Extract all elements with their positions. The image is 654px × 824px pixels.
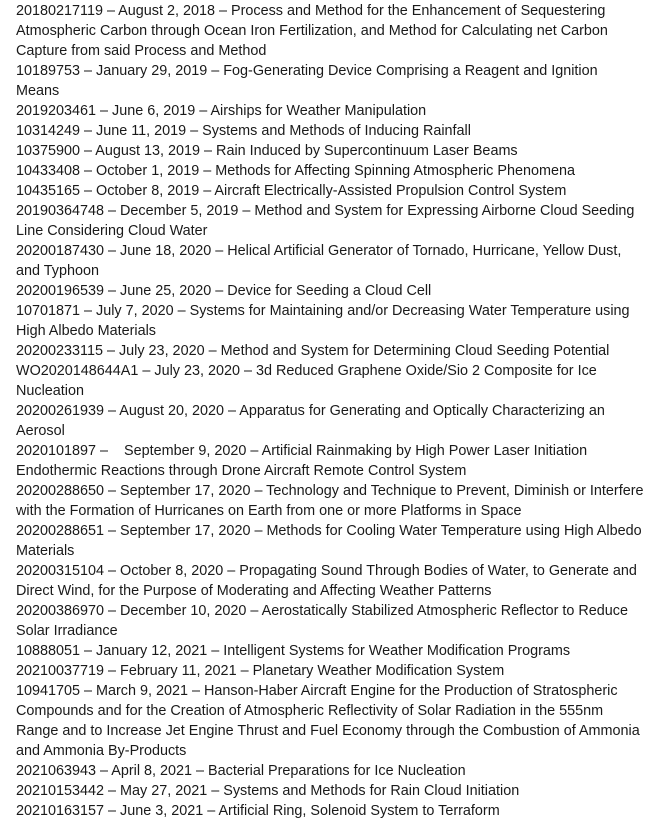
patent-entry: 20200196539 – June 25, 2020 – Device for Seeding a Cloud Cell: [16, 283, 432, 299]
patent-entry: 20210153442 – May 27, 2021 – Systems and Methods for Rain Cloud Initiation: [16, 783, 520, 799]
patent-entry: 2019203461 – June 6, 2019 – Airships for Weather Manipulation: [16, 103, 427, 119]
patent-entry: WO2020148644A1 – July 23, 2020 – 3d Reduced Graphene Oxide/Sio 2 Composite for Ice Nucleation: [16, 363, 601, 399]
patent-entry: 10433408 – October 1, 2019 – Methods for Affecting Spinning Atmospheric Phenomena: [16, 163, 575, 179]
patent-entry: 20200288650 – September 17, 2020 – Technology and Technique to Prevent, Diminish or Interfere with the Formation of Hurricanes on Earth from one or more Platforms in Space: [16, 483, 648, 519]
patent-entry: 10435165 – October 8, 2019 – Aircraft Electrically-Assisted Propulsion Control System: [16, 183, 567, 199]
patent-entry: 20200315104 – October 8, 2020 – Propagating Sound Through Bodies of Water, to Generate and Direct Wind, for the Purpose of Moderating and Affecting Weather Patterns: [16, 563, 641, 599]
patent-entry: 10314249 – June 11, 2019 – Systems and Methods of Inducing Rainfall: [16, 123, 471, 139]
patent-entry: 20200233115 – July 23, 2020 – Method and System for Determining Cloud Seeding Potential: [16, 343, 610, 359]
patent-entry: 10189753 – January 29, 2019 – Fog-Generating Device Comprising a Reagent and Ignition Means: [16, 63, 602, 99]
patent-list: [16, 1, 648, 821]
patent-entry: 10375900 – August 13, 2019 – Rain Induced by Supercontinuum Laser Beams: [16, 143, 518, 159]
patent-entry: 2021063943 – April 8, 2021 – Bacterial Preparations for Ice Nucleation: [16, 763, 466, 779]
patent-entry: 2020101897 – September 9, 2020 – Artificial Rainmaking by High Power Laser Initiation Endothermic Reactions through Drone Aircraft Remote Control System: [16, 443, 592, 479]
patent-entry: 10888051 – January 12, 2021 – Intelligent Systems for Weather Modification Programs: [16, 643, 571, 659]
patent-entry: 20210163157 – June 3, 2021 – Artificial Ring, Solenoid System to Terraform: [16, 803, 500, 819]
patent-entry: 20200187430 – June 18, 2020 – Helical Artificial Generator of Tornado, Hurricane, Yellow Dust, and Typhoon: [16, 243, 626, 279]
patent-entry: 10701871 – July 7, 2020 – Systems for Maintaining and/or Decreasing Water Temperature using High Albedo Materials: [16, 303, 634, 339]
patent-entry: 10941705 – March 9, 2021 – Hanson-Haber Aircraft Engine for the Production of Stratospheric Compounds and for the Creation of Atmospheric Reflectivity of Solar Radiation in the 555nm Range and to Increase Jet Engine Thrust and Fuel Economy through the Combustion of Ammonia and Ammonia By-Products: [16, 683, 644, 759]
patent-entry: 20210037719 – February 11, 2021 – Planetary Weather Modification System: [16, 663, 505, 679]
patent-entry: 20200288651 – September 17, 2020 – Methods for Cooling Water Temperature using High Albedo Materials: [16, 523, 646, 559]
patent-entry: 20180217119 – August 2, 2018 – Process and Method for the Enhancement of Sequestering Atmospheric Carbon through Ocean Iron Fertilization, and Method for Calculating net Carbon Capture from said Process and Method: [16, 3, 612, 59]
patent-entry: 20190364748 – December 5, 2019 – Method and System for Expressing Airborne Cloud Seeding Line Considering Cloud Water: [16, 203, 639, 239]
patent-entry: 20200386970 – December 10, 2020 – Aerostatically Stabilized Atmospheric Reflector to Reduce Solar Irradiance: [16, 603, 632, 639]
patent-entry: 20200261939 – August 20, 2020 – Apparatus for Generating and Optically Characterizing an Aerosol: [16, 403, 609, 439]
